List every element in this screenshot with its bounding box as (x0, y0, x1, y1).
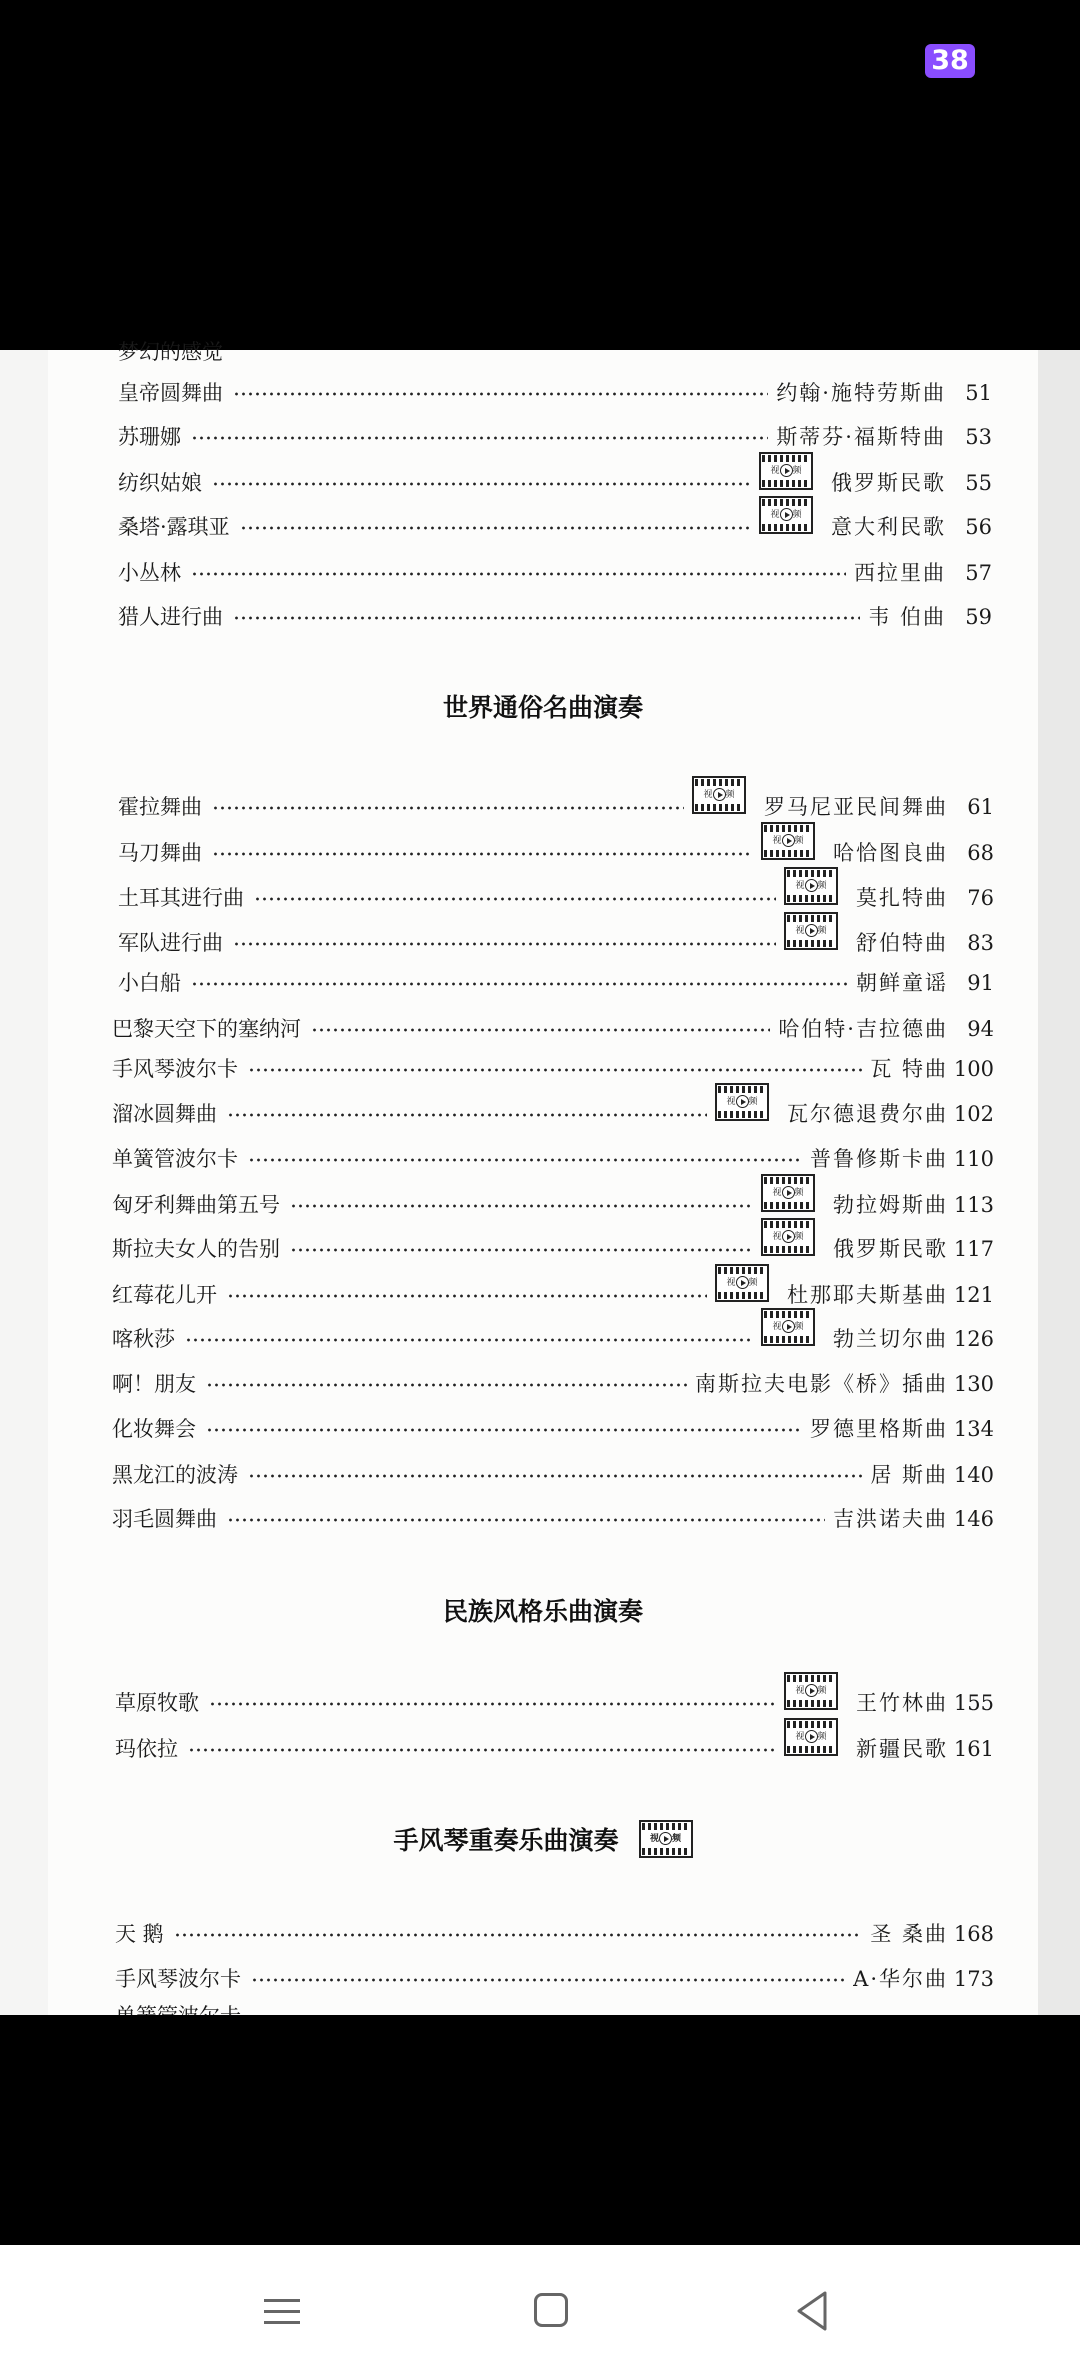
toc-entry-composer: 舒伯特曲 (856, 931, 948, 955)
toc-entry-title: 手风琴波尔卡 (112, 1057, 238, 1081)
toc-entry-page-number: 55 (965, 471, 992, 495)
toc-entry-page-number: 94 (967, 1017, 994, 1041)
dot-leader (191, 980, 848, 988)
toc-entry-page-number: 51 (965, 381, 992, 405)
toc-entry-title: 苏珊娜 (118, 425, 181, 449)
dot-leader (206, 1381, 687, 1389)
toc-entry-composer: 斯蒂芬·福斯特曲 (776, 425, 946, 449)
toc-entry[interactable] (112, 1492, 994, 1532)
toc-entry-title: 草原牧歌 (115, 1691, 199, 1715)
toc-entry-composer: 王竹林曲 (856, 1691, 948, 1715)
toc-entry[interactable] (118, 780, 994, 820)
toc-entry-composer: 莫扎特曲 (856, 886, 948, 910)
battery-indicator: 38 (925, 44, 975, 78)
dot-leader (212, 850, 753, 858)
toc-entry-composer: 俄罗斯民歌 (831, 471, 946, 495)
video-icon: 视 频 (784, 1718, 838, 1756)
toc-entry-composer: 俄罗斯民歌 (833, 1237, 948, 1261)
dot-leader (227, 1292, 707, 1300)
video-icon: 视 频 (715, 1264, 769, 1302)
video-icon: 视 频 (761, 1174, 815, 1212)
video-icon: 视 频 (784, 1672, 838, 1710)
toc-entry[interactable] (112, 1087, 994, 1127)
toc-entry-composer: 意大利民歌 (831, 515, 946, 539)
toc-entry-title: 红莓花儿开 (112, 1283, 217, 1307)
toc-entry[interactable] (112, 1222, 994, 1262)
dot-leader (233, 940, 776, 948)
toc-entry[interactable] (112, 1357, 994, 1397)
status-bar (0, 0, 1080, 350)
toc-entry-page-number: 173 (953, 1967, 994, 1991)
toc-entry-page-number: 100 (953, 1057, 994, 1081)
video-icon: 视 频 (761, 1218, 815, 1256)
video-icon: 视 频 (784, 867, 838, 905)
dot-leader (191, 570, 846, 578)
toc-entry[interactable] (118, 871, 994, 911)
toc-entry[interactable] (115, 1722, 994, 1762)
video-icon: 视 频 (759, 496, 813, 534)
toc-entry-page-number: 140 (953, 1463, 994, 1487)
toc-entry[interactable] (112, 1132, 994, 1172)
toc-entry-composer: 韦 伯曲 (868, 605, 946, 629)
toc-entry-page-number: 130 (953, 1372, 994, 1396)
toc-entry-title: 霍拉舞曲 (118, 795, 202, 819)
toc-entry-composer: 哈伯特·吉拉德曲 (778, 1017, 948, 1041)
toc-entry-title: 巴黎天空下的塞纳河 (112, 1017, 301, 1041)
toc-entry-composer: 南斯拉夫电影《桥》插曲 (695, 1372, 948, 1396)
toc-entry-composer: 勃拉姆斯曲 (833, 1193, 948, 1217)
toc-entry-page-number: 121 (953, 1283, 994, 1307)
video-icon: 视 频 (784, 912, 838, 950)
dot-leader (240, 524, 751, 532)
document-page[interactable] (0, 340, 1080, 2015)
home-icon[interactable] (528, 2287, 576, 2335)
toc-entry-title: 羽毛圆舞曲 (112, 1507, 217, 1531)
toc-entry-page-number: 155 (953, 1691, 994, 1715)
toc-entry-title: 皇帝圆舞曲 (118, 381, 223, 405)
toc-entry-title: 土耳其进行曲 (118, 886, 244, 910)
video-icon: 视 频 (761, 1308, 815, 1346)
toc-entry-composer: 瓦 特曲 (870, 1057, 948, 1081)
toc-entry-page-number: 53 (965, 425, 992, 449)
toc-entry-page-number: 83 (967, 931, 994, 955)
toc-entry-title: 溜冰圆舞曲 (112, 1102, 217, 1126)
toc-entry[interactable] (112, 1002, 994, 1042)
toc-entry[interactable] (118, 546, 992, 586)
toc-entry[interactable] (118, 500, 992, 540)
toc-entry-page-number: 91 (967, 971, 994, 995)
toc-entry-page-number: 59 (965, 605, 992, 629)
toc-entry-page-number: 61 (967, 795, 994, 819)
section-heading-ensemble-music (48, 1820, 1038, 1858)
dot-leader (311, 1026, 770, 1034)
page-edge (1038, 350, 1080, 2015)
dot-leader (191, 434, 768, 442)
toc-entry-page-number: 110 (953, 1147, 994, 1171)
toc-entry[interactable] (118, 826, 994, 866)
dot-leader (185, 1336, 753, 1344)
dot-leader (212, 480, 751, 488)
toc-entry[interactable] (118, 956, 994, 996)
toc-entry[interactable] (112, 1178, 994, 1218)
toc-entry-page-number: 113 (953, 1193, 994, 1217)
toc-entry[interactable] (115, 1907, 994, 1947)
toc-entry-page-number: 102 (953, 1102, 994, 1126)
toc-entry-composer: 新疆民歌 (856, 1737, 948, 1761)
toc-entry-composer: 哈恰图良曲 (833, 841, 948, 865)
dot-leader (206, 1426, 802, 1434)
toc-entry-title: 化妆舞会 (112, 1417, 196, 1441)
toc-entry-page-number: 68 (967, 841, 994, 865)
toc-entry-composer: 圣 桑曲 (870, 1922, 948, 1946)
toc-entry-title: 小白船 (118, 971, 181, 995)
toc-entry-page-number: 56 (965, 515, 992, 539)
toc-entry-page-number: 146 (953, 1507, 994, 1531)
toc-entry-page-number: 134 (953, 1417, 994, 1441)
menu-icon[interactable] (258, 2287, 306, 2335)
toc-entry-composer: 普鲁修斯卡曲 (810, 1147, 948, 1171)
cutoff-top-entry: 梦幻的感觉 (118, 340, 223, 364)
dot-leader (188, 1746, 776, 1754)
toc-entry-composer: 居 斯曲 (870, 1463, 948, 1487)
toc-entry-composer: 瓦尔德退费尔曲 (787, 1102, 948, 1126)
section-heading-text: 民族风格乐曲演奏 (442, 1597, 643, 1626)
toc-entry[interactable] (118, 366, 992, 406)
dot-leader (233, 390, 768, 398)
back-icon[interactable] (789, 2287, 837, 2335)
dot-leader (227, 1111, 707, 1119)
toc-entry[interactable] (115, 1952, 994, 1992)
section-heading-folk-music (48, 1592, 1038, 1628)
toc-entry[interactable] (112, 1312, 994, 1352)
toc-entry[interactable] (112, 1448, 994, 1488)
dot-leader (248, 1066, 862, 1074)
toc-entry-page-number: 161 (953, 1737, 994, 1761)
dot-leader (174, 1931, 863, 1939)
toc-entry-composer: 罗德里格斯曲 (810, 1417, 948, 1441)
toc-entry-title: 小丛林 (118, 561, 181, 585)
toc-entry-title: 纺织姑娘 (118, 471, 202, 495)
toc-entry-page-number: 168 (953, 1922, 994, 1946)
dot-leader (251, 1976, 845, 1984)
toc-entry-page-number: 117 (953, 1237, 994, 1261)
toc-entry-composer: 罗马尼亚民间舞曲 (764, 795, 948, 819)
dot-leader (233, 614, 860, 622)
dot-leader (290, 1246, 753, 1254)
toc-entry[interactable] (118, 590, 992, 630)
toc-entry-composer: 勃兰切尔曲 (833, 1327, 948, 1351)
dot-leader (254, 895, 776, 903)
toc-entry-composer: 杜那耶夫斯基曲 (787, 1283, 948, 1307)
toc-entry-composer: 朝鲜童谣 (856, 971, 948, 995)
toc-entry[interactable] (118, 456, 992, 496)
toc-entry-title: 啊！朋友 (112, 1372, 196, 1396)
toc-entry-title: 喀秋莎 (112, 1327, 175, 1351)
toc-entry-composer: 吉洪诺夫曲 (833, 1507, 948, 1531)
toc-entry[interactable] (118, 410, 992, 450)
toc-entry-composer: 约翰·施特劳斯曲 (776, 381, 946, 405)
video-icon: 视 频 (759, 452, 813, 490)
toc-entry-title: 手风琴波尔卡 (115, 1967, 241, 1991)
toc-entry-title: 匈牙利舞曲第五号 (112, 1193, 280, 1217)
toc-entry[interactable] (115, 1676, 994, 1716)
toc-entry-title: 单簧管波尔卡 (112, 1147, 238, 1171)
section-heading-text: 手风琴重奏乐曲演奏 (393, 1826, 619, 1855)
nav-spacer (0, 2015, 1080, 2245)
dot-leader (209, 1700, 776, 1708)
dot-leader (248, 1472, 862, 1480)
toc-entry-title: 桑塔·露琪亚 (118, 515, 230, 539)
toc-entry-title: 马刀舞曲 (118, 841, 202, 865)
toc-entry-page-number: 76 (967, 886, 994, 910)
video-icon: 视 频 (692, 776, 746, 814)
toc-entry[interactable] (112, 1268, 994, 1308)
toc-entry[interactable] (112, 1402, 994, 1442)
dot-leader (227, 1516, 825, 1524)
toc-entry-page-number: 57 (965, 561, 992, 585)
toc-entry-title: 斯拉夫女人的告别 (112, 1237, 280, 1261)
toc-entry[interactable] (118, 916, 994, 956)
toc-entry-composer: A·华尔曲 (853, 1967, 948, 1991)
toc-entry-page-number: 126 (953, 1327, 994, 1351)
toc-entry-title: 玛依拉 (115, 1737, 178, 1761)
video-icon: 视 频 (639, 1820, 693, 1858)
toc-entry-title: 黑龙江的波涛 (112, 1463, 238, 1487)
dot-leader (290, 1202, 753, 1210)
video-icon: 视 频 (761, 822, 815, 860)
video-icon: 视 频 (715, 1083, 769, 1121)
toc-entry-title: 猎人进行曲 (118, 605, 223, 629)
dot-leader (212, 804, 684, 812)
section-heading-text: 世界通俗名曲演奏 (442, 693, 643, 722)
navigation-bar (0, 2245, 1080, 2376)
toc-entry[interactable] (112, 1042, 994, 1082)
toc-entry-title: 天 鹅 (115, 1922, 164, 1946)
dot-leader (248, 1156, 802, 1164)
toc-entry-title: 军队进行曲 (118, 931, 223, 955)
toc-entry-composer: 西拉里曲 (854, 561, 946, 585)
section-heading-world-music (48, 688, 1038, 724)
